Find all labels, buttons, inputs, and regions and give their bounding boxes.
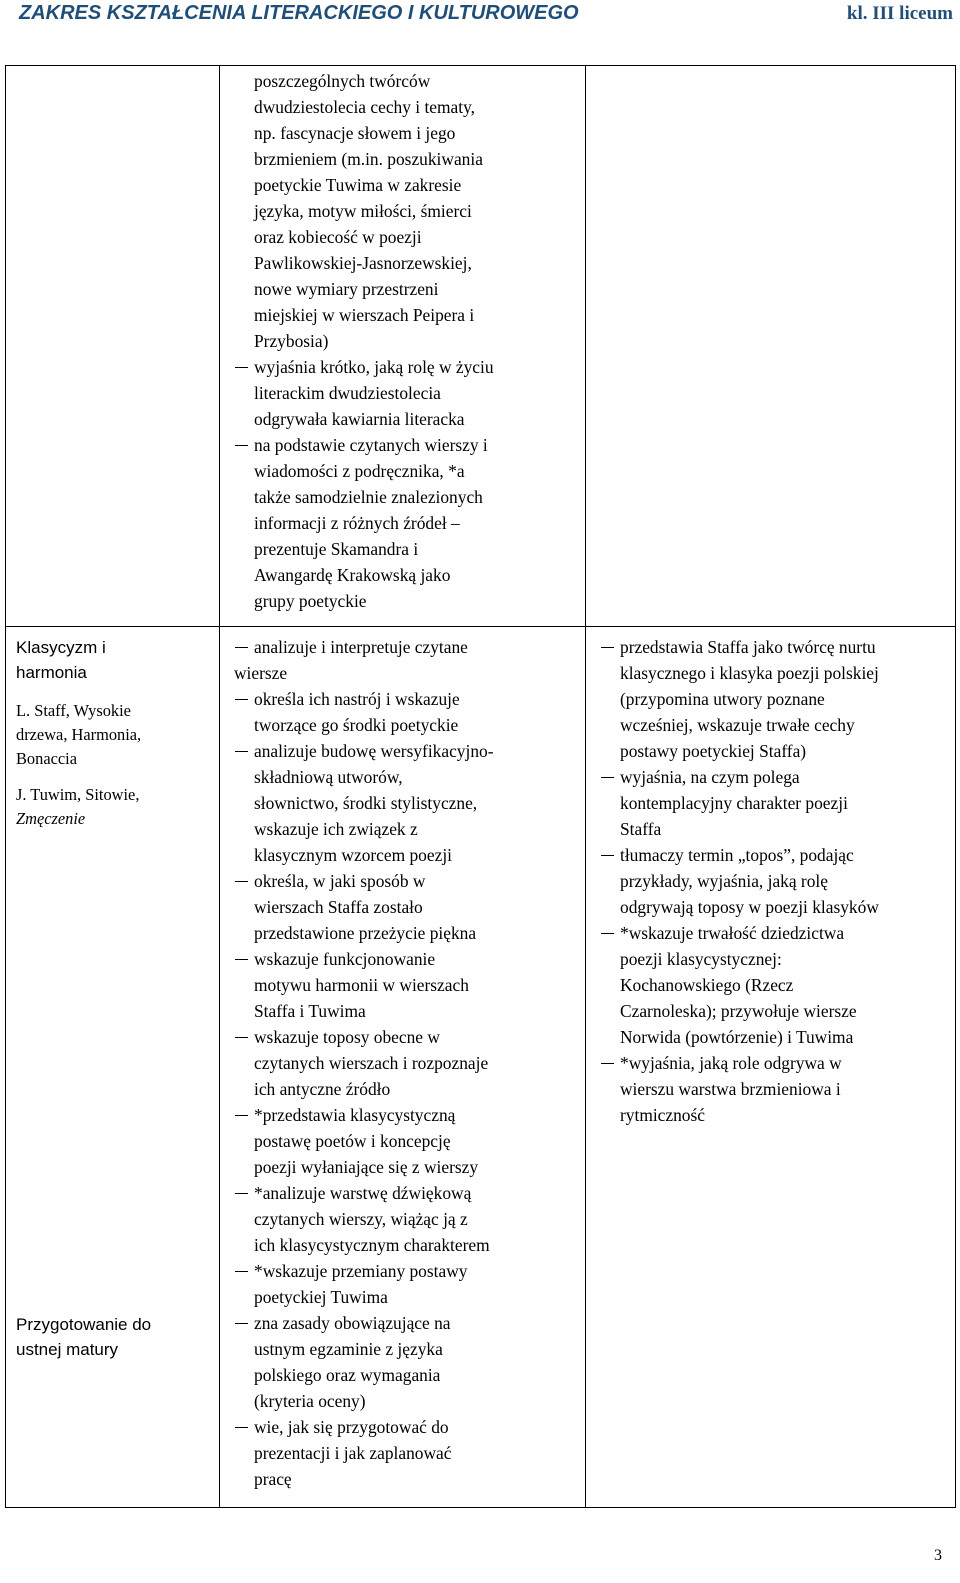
requirements-list: [220, 627, 585, 1492]
list-item-line: (kryteria oceny): [254, 1391, 366, 1411]
list-item-line: klasycznym wzorcem poezji: [254, 845, 452, 865]
list-item-line: wierszach Staffa zostało: [254, 897, 423, 917]
requirements-list: [586, 627, 955, 1128]
list-item-line: kontemplacyjny charakter poezji: [620, 793, 848, 813]
list-item-line: literackim dwudziestolecia: [254, 383, 441, 403]
list-item-line: wiadomości z podręcznika, *a: [254, 461, 465, 481]
class-level: kl. III liceum: [846, 3, 953, 24]
list-item-line: analizuje budowę wersyfikacyjno-: [254, 741, 494, 761]
list-item-line: na podstawie czytanych wierszy i: [254, 435, 488, 455]
list-item-line: przykłady, wyjaśnia, jaką rolę: [620, 871, 828, 891]
list-item: [234, 868, 579, 946]
list-item-line: rytmiczność: [620, 1105, 705, 1125]
extended-requirements-cell: [586, 627, 956, 1508]
list-item-line: (przypomina utwory poznane: [620, 689, 825, 709]
text-line: miejskiej w wierszach Peipera i: [254, 305, 475, 325]
text-line: oraz kobiecość w poezji: [254, 227, 422, 247]
list-item-line: *wyjaśnia, jaką role odgrywa w: [620, 1053, 842, 1073]
topic-title: [16, 635, 215, 685]
list-item-line: ich antyczne źródło: [254, 1079, 391, 1099]
list-item-line: przedstawione przeżycie piękna: [254, 923, 477, 943]
list-item: [234, 946, 579, 1024]
list-item-line: Norwida (powtórzenie) i Tuwima: [620, 1027, 854, 1047]
list-item: [234, 1258, 579, 1310]
list-item-line: Czarnoleska); przywołuje wiersze: [620, 1001, 857, 1021]
list-item: [234, 354, 579, 432]
list-item-line: określa ich nastrój i wskazuje: [254, 689, 460, 709]
list-item-line: tworzące go środki poetyckie: [254, 715, 459, 735]
topic-title-line: Klasycyzm i: [16, 638, 106, 657]
list-item-line: wskazuje funkcjonowanie: [254, 949, 436, 969]
reading-list-staff: [16, 699, 215, 771]
list-item-line: czytanych wierszach i rozpoznaje: [254, 1053, 489, 1073]
list-item-line: wskazuje toposy obecne w: [254, 1027, 440, 1047]
text-line: Pawlikowskiej-Jasnorzewskiej,: [254, 253, 472, 273]
list-item-line: Kochanowskiego (Rzecz: [620, 975, 794, 995]
list-item: [234, 1310, 579, 1414]
list-item: [234, 1180, 579, 1258]
list-item-line: wie, jak się przygotować do: [254, 1417, 449, 1437]
list-item-line: Staffa: [620, 819, 662, 839]
reading-line: J. Tuwim, Sitowie,: [16, 785, 140, 804]
list-item-line: przedstawia Staffa jako twórcę nurtu: [620, 637, 876, 657]
list-item: [234, 634, 579, 660]
list-item-line: poetyckiej Tuwima: [254, 1287, 388, 1307]
text-line: brzmieniem (m.in. poszukiwania: [254, 149, 483, 169]
text-line: poetyckie Tuwima w zakresie: [254, 175, 462, 195]
text-line: Przybosia): [254, 331, 329, 351]
topic-title-matura: [16, 1312, 151, 1362]
list-item-line: grupy poetyckie: [254, 591, 367, 611]
list-item-line: pracę: [254, 1469, 292, 1489]
list-item-line: postawy poetyckiej Staffa): [620, 741, 807, 761]
page-header: [0, 0, 960, 30]
topic-cell: [6, 66, 220, 627]
list-item: [600, 920, 951, 1050]
text-line: dwudziestolecia cechy i tematy,: [254, 97, 475, 117]
list-item-line: informacji z różnych źródeł –: [254, 513, 460, 533]
list-item: [234, 1414, 579, 1492]
list-item: [600, 764, 951, 842]
text-line: np. fascynacje słowem i jego: [254, 123, 456, 143]
list-item-line: tłumaczy termin „topos”, podając: [620, 845, 854, 865]
topic-title-line: harmonia: [16, 663, 87, 682]
list-item-line: także samodzielnie znalezionych: [254, 487, 483, 507]
topic-title-line: ustnej matury: [16, 1340, 119, 1359]
page-number: 3: [934, 1547, 942, 1564]
list-item-line: wcześniej, wskazuje trwałe cechy: [620, 715, 855, 735]
reading-line: Bonaccia: [16, 749, 77, 768]
list-item-line: odgrywają toposy w poezji klasyków: [620, 897, 879, 917]
list-item-line: postawę poetów i koncepcję: [254, 1131, 451, 1151]
list-item: [234, 738, 579, 868]
list-item-line: polskiego oraz wymagania: [254, 1365, 441, 1385]
list-item-line: wierszu warstwa brzmieniowa i: [620, 1079, 841, 1099]
table-row: [6, 66, 956, 627]
list-item-line: wyjaśnia, na czym polega: [620, 767, 800, 787]
list-item-line: *przedstawia klasycystyczną: [254, 1105, 456, 1125]
list-item-line: *wskazuje trwałość dziedzictwa: [620, 923, 845, 943]
document-title: ZAKRES KSZTAŁCENIA LITERACKIEGO I KULTUROWEGO: [19, 2, 579, 24]
list-item-line: *analizuje warstwę dźwiękową: [254, 1183, 472, 1203]
list-item-line: słownictwo, środki stylistyczne,: [254, 793, 478, 813]
list-item-line: ustnym egzaminie z języka: [254, 1339, 443, 1359]
topic-cell: [6, 627, 220, 1508]
list-item-line: motywu harmonii w wierszach: [254, 975, 469, 995]
list-item-line: ich klasycystycznym charakterem: [254, 1235, 490, 1255]
basic-requirements-cell: [220, 627, 586, 1508]
text-line: poszczególnych twórców: [254, 71, 431, 91]
continued-text: [234, 68, 579, 354]
list-item: [600, 634, 951, 764]
reading-list-tuwim: [16, 783, 215, 831]
basic-requirements-cell: [220, 66, 586, 627]
curriculum-table: [5, 65, 956, 1508]
list-item-line: określa, w jaki sposób w: [254, 871, 426, 891]
topic-title-line: Przygotowanie do: [16, 1315, 152, 1334]
list-item-line: klasycznego i klasyka poezji polskiej: [620, 663, 879, 683]
list-item: [234, 1024, 579, 1102]
reading-line: drzewa, Harmonia,: [16, 725, 142, 744]
list-item-line: *wskazuje przemiany postawy: [254, 1261, 468, 1281]
list-item-line: składniową utworów,: [254, 767, 403, 787]
list-item-line: Staffa i Tuwima: [254, 1001, 366, 1021]
list-item-line: poezji klasycystycznej:: [620, 949, 782, 969]
list-item-line: czytanych wierszy, wiążąc ją z: [254, 1209, 468, 1229]
table-row: [6, 627, 956, 1508]
text-line: języka, motyw miłości, śmierci: [254, 201, 472, 221]
list-item-line: odgrywała kawiarnia literacka: [254, 409, 465, 429]
list-item: [234, 686, 579, 738]
list-item: [234, 1102, 579, 1180]
reading-line: Zmęczenie: [16, 809, 86, 828]
extended-requirements-cell: [586, 66, 956, 627]
list-item-line: poezji wyłaniające się z wierszy: [254, 1157, 479, 1177]
list-item-line: zna zasady obowiązujące na: [254, 1313, 451, 1333]
list-item-line: wiersze: [234, 663, 288, 683]
requirements-list: [220, 66, 585, 614]
reading-line: L. Staff, Wysokie: [16, 701, 131, 720]
list-item-line: wyjaśnia krótko, jaką rolę w życiu: [254, 357, 494, 377]
list-item: [234, 432, 579, 614]
list-item-line: prezentuje Skamandra i: [254, 539, 419, 559]
text-line: nowe wymiary przestrzeni: [254, 279, 439, 299]
list-item: [600, 842, 951, 920]
list-item-line: wskazuje ich związek z: [254, 819, 418, 839]
list-item-line: prezentacji i jak zaplanować: [254, 1443, 452, 1463]
list-item-line: Awangardę Krakowską jako: [254, 565, 451, 585]
list-item: [600, 1050, 951, 1128]
list-item-line: analizuje i interpretuje czytane: [254, 637, 468, 657]
